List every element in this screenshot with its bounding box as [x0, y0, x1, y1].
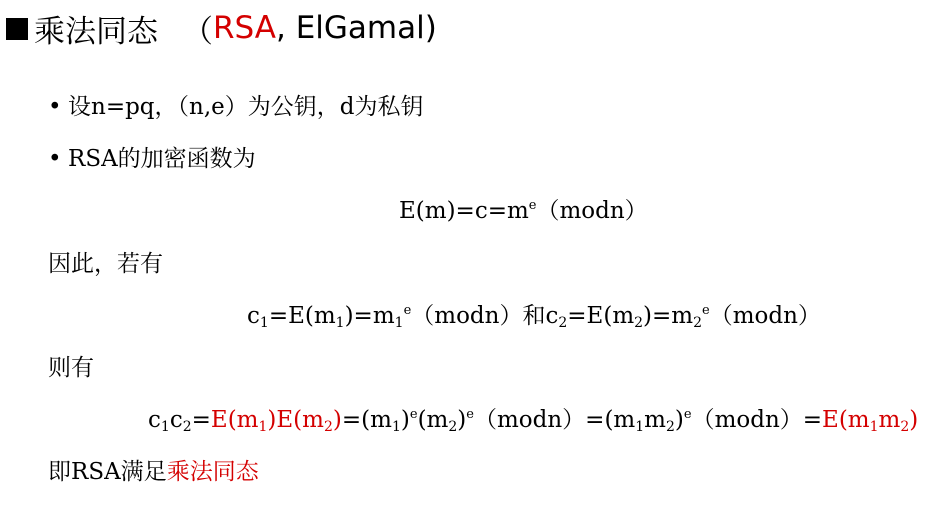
formula-p-m2-close: ) — [457, 407, 467, 433]
formula-c2-eq: )=m — [643, 303, 694, 329]
formula-p-m2-sub: 2 — [448, 419, 458, 435]
formula-p-mm-m2: m — [644, 407, 666, 433]
formula-p-e2-close: ) — [332, 407, 342, 433]
formula-p-eq: = — [191, 407, 211, 433]
formula-p-mod2: （modn）= — [691, 407, 823, 433]
formula-c1-pre: c — [247, 303, 260, 329]
conclusion — [48, 457, 259, 487]
formula-p-m1-exp: e — [409, 407, 418, 422]
formula-p-m1-open: (m — [361, 407, 392, 433]
formula-c1-mid: =E(m — [268, 303, 336, 329]
text-then: 则有 — [48, 355, 94, 381]
conclusion-highlight: 乘法同态 — [166, 459, 259, 485]
square-bullet-icon — [6, 18, 28, 40]
formula-encrypt-exp: e — [528, 198, 537, 213]
formula-c2-mid: =E(m — [567, 303, 635, 329]
formula-encrypt-tail: （modn） — [536, 198, 648, 224]
bullet-dot-icon: • — [48, 94, 62, 120]
formula-p-e1-open: E(m — [210, 407, 259, 433]
formula-p-e1-sub: 1 — [258, 419, 268, 435]
formula-ciphertexts — [247, 301, 821, 331]
formula-p-mm-exp: e — [683, 407, 692, 422]
formula-p-eq2: = — [341, 407, 362, 433]
formula-c1-msub: 1 — [335, 315, 345, 331]
formula-c1-sub: 1 — [259, 315, 269, 331]
title-paren-open: （ — [182, 13, 213, 50]
text-therefore: 因此，若有 — [48, 251, 163, 277]
formula-c2-pre: c — [545, 303, 559, 329]
bullet-dot-icon: • — [48, 146, 62, 172]
formula-p-red-1 — [211, 407, 342, 433]
formula-encrypt — [399, 196, 648, 226]
formula-p-c2: c — [169, 407, 183, 433]
formula-c2-exp: e — [702, 303, 710, 318]
formula-c1-tail: （modn）和 — [411, 303, 546, 329]
formula-c1-eq: )=m — [344, 303, 395, 329]
bullet-keys — [48, 92, 424, 122]
title-rsa: RSA — [213, 10, 276, 46]
title-main: 乘法同态 — [34, 13, 158, 50]
formula-c2-msub: 2 — [634, 315, 644, 331]
formula-p-mm-open: (m — [604, 407, 636, 433]
formula-p-m1-sub: 1 — [391, 419, 401, 435]
formula-p-c1: c — [148, 407, 161, 433]
formula-p-m1-close: ) — [400, 407, 410, 433]
formula-p-final-sub1: 1 — [869, 419, 879, 435]
title-rest: , ElGamal) — [276, 10, 437, 46]
formula-p-final-open: E(m — [822, 407, 870, 433]
formula-product — [148, 405, 918, 435]
bullet-keys-text: 设n=pq，（n,e）为公钥，d为私钥 — [68, 94, 424, 120]
formula-p-mm-sub1: 1 — [635, 419, 645, 435]
formula-c1-esub: 1 — [394, 315, 404, 331]
slide-title — [6, 6, 437, 50]
formula-p-e2-open: E(m — [276, 407, 324, 433]
formula-p-c1-sub: 1 — [160, 419, 170, 435]
formula-p-m2-exp: e — [466, 407, 474, 422]
formula-c2-tail: （modn） — [709, 303, 821, 329]
formula-c1-exp: e — [403, 303, 412, 318]
bullet-encrypt — [48, 144, 256, 174]
formula-p-final-m2: m — [878, 407, 901, 433]
bullet-encrypt-text: RSA的加密函数为 — [68, 146, 256, 172]
formula-p-e2-sub: 2 — [323, 419, 333, 435]
formula-p-m2-open: (m — [417, 407, 449, 433]
formula-p-mm-close: ) — [674, 407, 684, 433]
formula-p-mm-sub2: 2 — [665, 419, 675, 435]
formula-p-e1-close: ) — [267, 407, 277, 433]
formula-p-final-close: ) — [909, 407, 919, 433]
formula-p-final-sub2: 2 — [900, 419, 910, 435]
formula-p-red-2 — [822, 407, 918, 433]
conclusion-prefix: 即RSA满足 — [48, 459, 167, 485]
formula-p-c2-sub: 2 — [182, 419, 192, 435]
formula-p-mod1: （modn）= — [473, 407, 605, 433]
formula-c2-esub: 2 — [693, 315, 703, 331]
formula-c2-sub: 2 — [558, 315, 568, 331]
formula-encrypt-base: E(m)=c=m — [399, 198, 529, 224]
